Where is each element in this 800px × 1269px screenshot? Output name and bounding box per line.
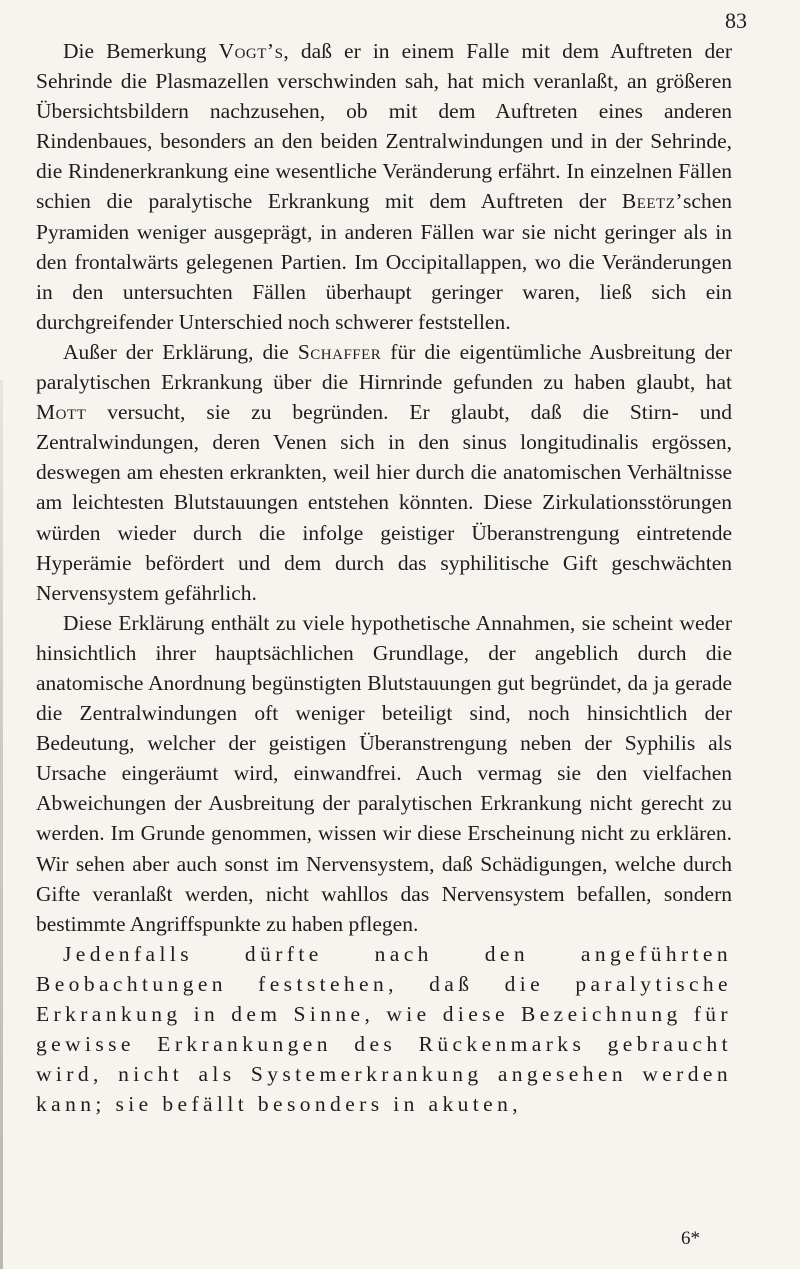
text-run: Diese Erklärung enthält zu viele hypothetische Annahmen, sie scheint weder hinsichtlich ihrer hauptsächlichen Grundlage, der angeblich durch die anatomische Anordnung begünstigten Blutstauungen gut begründet, da ja gerade die Zentralwindungen oft weniger beteiligt sind, noch hinsichtlich der Bedeutung, welcher der geistigen Überanstrengung neben der Syphilis als Ursache eingeräumt wird, einwandfrei. Auch vermag sie den vielfachen Abweichungen der Ausbreitung der paralytischen Erkrankung nicht gerecht zu werden. Im Grunde genommen, wissen wir diese Erscheinung nicht zu erklären. Wir sehen aber auch sonst im Nervensystem, daß Schädigungen, welche durch Gifte veranlaßt werden, nicht wahllos das Nervensystem befallen, sondern bestimmte Angriffspunkte zu haben pflegen.: [36, 610, 732, 936]
text-run: schen Pyramiden weniger ausgeprägt, in anderen Fällen war sie nicht geringer als in den frontalwärts gelegenen Partien. Im Occipitallappen, wo die Veränderungen in den untersuchten Fällen überhaupt geringer waren, ließ sich ein durchgreifender Unterschied noch schwerer feststellen.: [36, 189, 732, 334]
paragraph: [36, 36, 732, 337]
text-run: , daß er in einem Falle mit dem Auftreten der Sehrinde die Plasmazellen verschwinden sah, hat mich veranlaßt, an größeren Übersichtsbildern nachzusehen, ob mit dem Auftreten eines anderen Rindenbaues, besonders an den beiden Zentralwindungen und in der Sehrinde, die Rindenerkrankung eine wesentliche Veränderung erfährt. In einzelnen Fällen schien die paralytische Erkrankung mit dem Auftreten der: [36, 39, 732, 214]
text-run: für die eigentümliche Ausbreitung der paralytischen Erkrankung über die Hirnrinde gefunden zu haben glaubt, hat: [36, 339, 732, 395]
signature-mark: 6*: [681, 1228, 700, 1249]
paragraph: [36, 939, 732, 1120]
paragraph: [36, 608, 732, 939]
author-name: Vogt’s: [218, 39, 284, 63]
scan-edge-shadow: [0, 380, 3, 1269]
text-run: Die Bemerkung: [63, 39, 219, 63]
page-number: 83: [725, 8, 747, 33]
author-name: Beetz’: [621, 189, 684, 214]
author-name: Schaffer: [297, 339, 382, 364]
text-run: Jedenfalls dürfte nach den angeführten Beobachtungen feststehen, daß die paralytische Erkrankung in dem Sinne, wie diese Bezeichnung für gewisse Erkrankungen des Rückenmarks gebraucht wird, nicht als Systemerkrankung angesehen werden kann; sie befällt besonders in akuten,: [36, 941, 732, 1117]
body-text: [36, 36, 732, 1119]
paragraph: [36, 337, 732, 608]
author-name: Mott: [36, 400, 87, 425]
text-run: Außer der Erklärung, die: [63, 339, 298, 364]
text-run: versucht, sie zu begründen. Er glaubt, daß die Stirn- und Zentralwindungen, deren Venen sich in den sinus longitudinalis ergössen, deswegen am ehesten erkrankten, weil hier durch die anatomischen Verhältnisse am leichtesten Blutstauungen entstehen könnten. Diese Zirkulationsstörungen würden wieder durch die infolge geistiger Überanstrengung eintretende Hyperämie befördert und dem durch das syphilitische Gift geschwächten Nervensystem gefährlich.: [36, 400, 732, 605]
